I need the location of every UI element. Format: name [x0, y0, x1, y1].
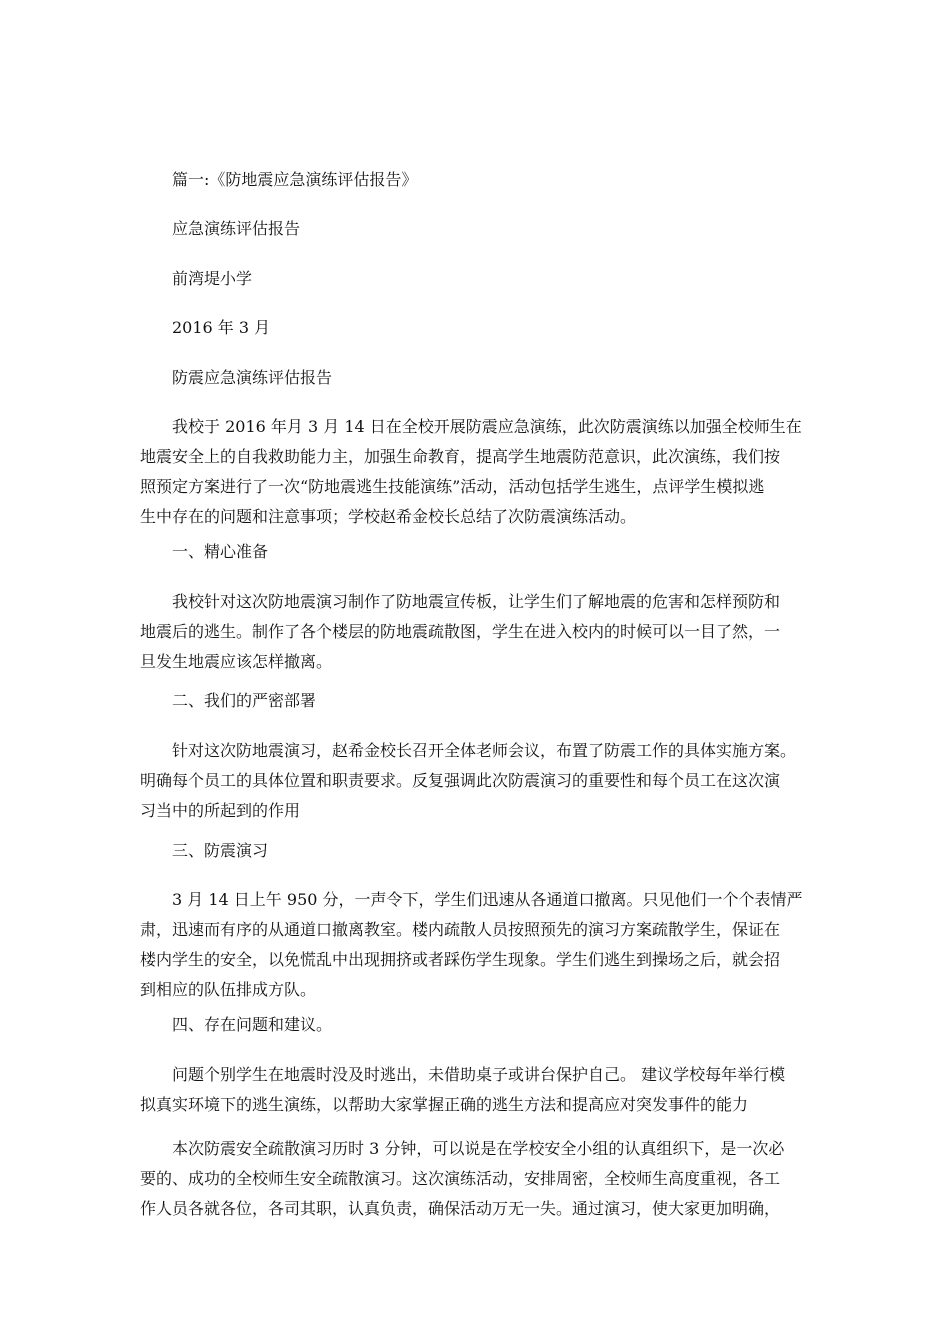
paragraph-line: 地震后的逃生。制作了各个楼层的防地震疏散图，学生在进入校内的时候可以一目了然，一 — [140, 622, 781, 641]
paragraph-line: 本次防震安全疏散演习历时 3 分钟，可以说是在学校安全小组的认真组织下，是一次必 — [172, 1139, 785, 1158]
paragraph-line: 问题个别学生在地震时没及时逃出，未借助桌子或讲台保护自己。 建议学校每年举行模 — [172, 1065, 786, 1084]
paragraph-line: 我校针对这次防地震演习制作了防地震宣传板，让学生们了解地震的危害和怎样预防和 — [172, 592, 781, 611]
paragraph-line: 针对这次防地震演习，赵希金校长召开全体老师会议，布置了防震工作的具体实施方案。 — [172, 741, 797, 760]
paragraph-line: 旦发生地震应该怎样撤离。 — [140, 652, 333, 671]
paragraph-line: 生中存在的问题和注意事项；学校赵希金校长总结了次防震演练活动。 — [140, 507, 637, 526]
section-heading-2: 二、我们的严密部署 — [172, 691, 317, 710]
paragraph-line: 我校于 2016 年月 3 月 14 日在全校开展防震应急演练，此次防震演练以加强全校师生在 — [172, 417, 802, 436]
paragraph-line: 习当中的所起到的作用 — [140, 801, 301, 820]
paragraph-line: 作人员各就各位，各司其职，认真负责，确保活动万无一失。通过演习，使大家更加明确， — [140, 1199, 781, 1218]
paragraph-line: 到相应的队伍排成方队。 — [140, 980, 317, 999]
paragraph-line: 肃，迅速而有序的从通道口撤离教室。楼内疏散人员按照预先的演习方案疏散学生，保证在 — [140, 920, 781, 939]
section-heading-3: 三、防震演习 — [172, 841, 269, 860]
conclusion-paragraph — [140, 1134, 820, 1224]
document-title-line: 篇一:《防地震应急演练评估报告》 — [172, 170, 418, 189]
section-heading-1: 一、精心准备 — [172, 542, 269, 561]
section-2-paragraph — [140, 736, 820, 826]
report-title: 防震应急演练评估报告 — [172, 368, 333, 387]
intro-paragraph — [140, 412, 820, 532]
section-heading-4: 四、存在问题和建议。 — [172, 1015, 333, 1034]
paragraph-line: 地震安全上的自我救助能力主，加强生命教育，提高学生地震防范意识，此次演练，我们按 — [140, 447, 781, 466]
paragraph-line: 要的、成功的全校师生安全疏散演习。这次演练活动，安排周密，全校师生高度重视，各工 — [140, 1169, 781, 1188]
paragraph-line: 拟真实环境下的逃生演练，以帮助大家掌握正确的逃生方法和提高应对突发事件的能力 — [140, 1095, 749, 1114]
paragraph-line: 照预定方案进行了一次“防地震逃生技能演练”活动，活动包括学生逃生，点评学生模拟逃 — [140, 477, 765, 496]
school-name: 前湾堤小学 — [172, 269, 253, 288]
paragraph-line: 楼内学生的安全，以免慌乱中出现拥挤或者踩伤学生现象。学生们逃生到操场之后，就会招 — [140, 950, 781, 969]
section-4-paragraph — [140, 1060, 820, 1120]
paragraph-line: 明确每个员工的具体位置和职责要求。反复强调此次防震演习的重要性和每个员工在这次演 — [140, 771, 781, 790]
section-3-paragraph — [140, 885, 820, 1005]
section-1-paragraph — [140, 587, 820, 677]
paragraph-line: 3 月 14 日上午 950 分，一声令下，学生们迅速从各通道口撤离。只见他们一个个表情严 — [172, 890, 803, 909]
report-subtitle: 应急演练评估报告 — [172, 219, 301, 238]
report-date: 2016 年 3 月 — [172, 318, 271, 337]
